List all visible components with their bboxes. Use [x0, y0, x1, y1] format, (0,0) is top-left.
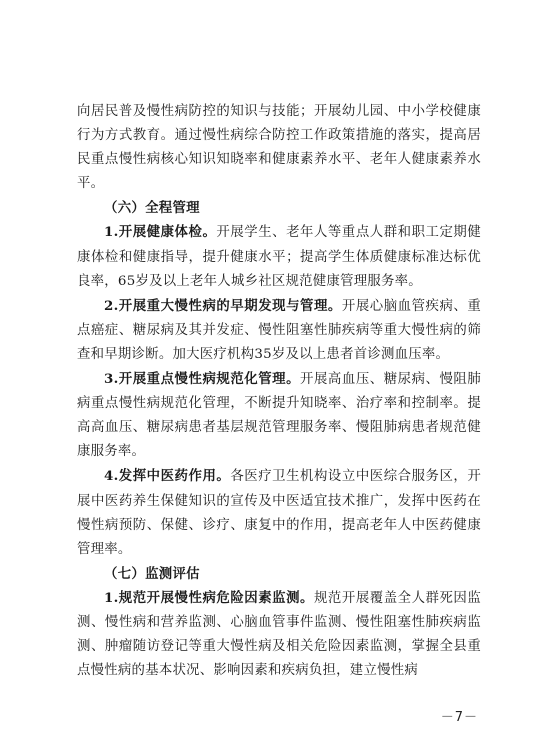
section-6-item-1 — [77, 220, 481, 293]
intro-paragraph: 向居民普及慢性病防控的知识与技能；开展幼儿园、中小学校健康行为方式教育。通过慢性病综合防控工作政策措施的落实，提高居民重点慢性病核心知识知晓率和健康素养水平、老年人健康素养水平。 — [77, 104, 481, 192]
item-lead: 4.发挥中医药作用。 — [104, 468, 231, 485]
item-text: 规范开展覆盖全人群死因监测、慢性病和营养监测、心脑血管事件监测、慢性阻塞性肺疾病监测、肿瘤随访登记等重大慢性病及相关危险因素监测，掌握全县重点慢性病的基本状况、影响因素和疾病负担，建立慢性病 — [77, 590, 481, 679]
document-body — [77, 100, 481, 683]
item-lead: 2.开展重大慢性病的早期发现与管理。 — [104, 297, 342, 314]
section-6-item-4 — [77, 464, 481, 561]
item-lead: 1.规范开展慢性病危险因素监测。 — [104, 589, 314, 606]
section-heading-6: （六）全程管理 — [104, 200, 200, 217]
page-number: －7－ — [440, 710, 478, 725]
item-text: 开展心脑血管疾病、重点癌症、糖尿病及其并发症、慢性阻塞性肺疾病等重大慢性病的筛查和早期诊断。加大医疗机构35岁及以上患者首诊测血压率。 — [77, 298, 482, 362]
section-6-item-2 — [77, 294, 481, 367]
item-text: 各医疗卫生机构设立中医综合服务区，开展中医药养生保健知识的宣传及中医适宜技术推广，发挥中医药在慢性病预防、保健、诊疗、康复中的作用，提高老年人中医药健康管理率。 — [77, 469, 481, 557]
section-6-item-3 — [77, 367, 481, 464]
section-heading-7: （七）监测评估 — [104, 565, 200, 582]
item-text: 开展学生、老年人等重点人群和职工定期健康体检和健康指导，提升健康水平；提高学生体质健康标准达标优良率，65岁及以上老年人城乡社区规范健康管理服务率。 — [77, 225, 482, 289]
section-7-item-1 — [77, 586, 481, 683]
item-lead: 1.开展健康体检。 — [104, 224, 217, 241]
item-text: 开展高血压、糖尿病、慢阻肺病重点慢性病规范化管理，不断提升知晓率、治疗率和控制率。提高高血压、糖尿病患者基层规范管理服务率、慢阻肺病患者规范健康服务率。 — [77, 372, 482, 460]
item-lead: 3.开展重点慢性病规范化管理。 — [104, 371, 301, 388]
